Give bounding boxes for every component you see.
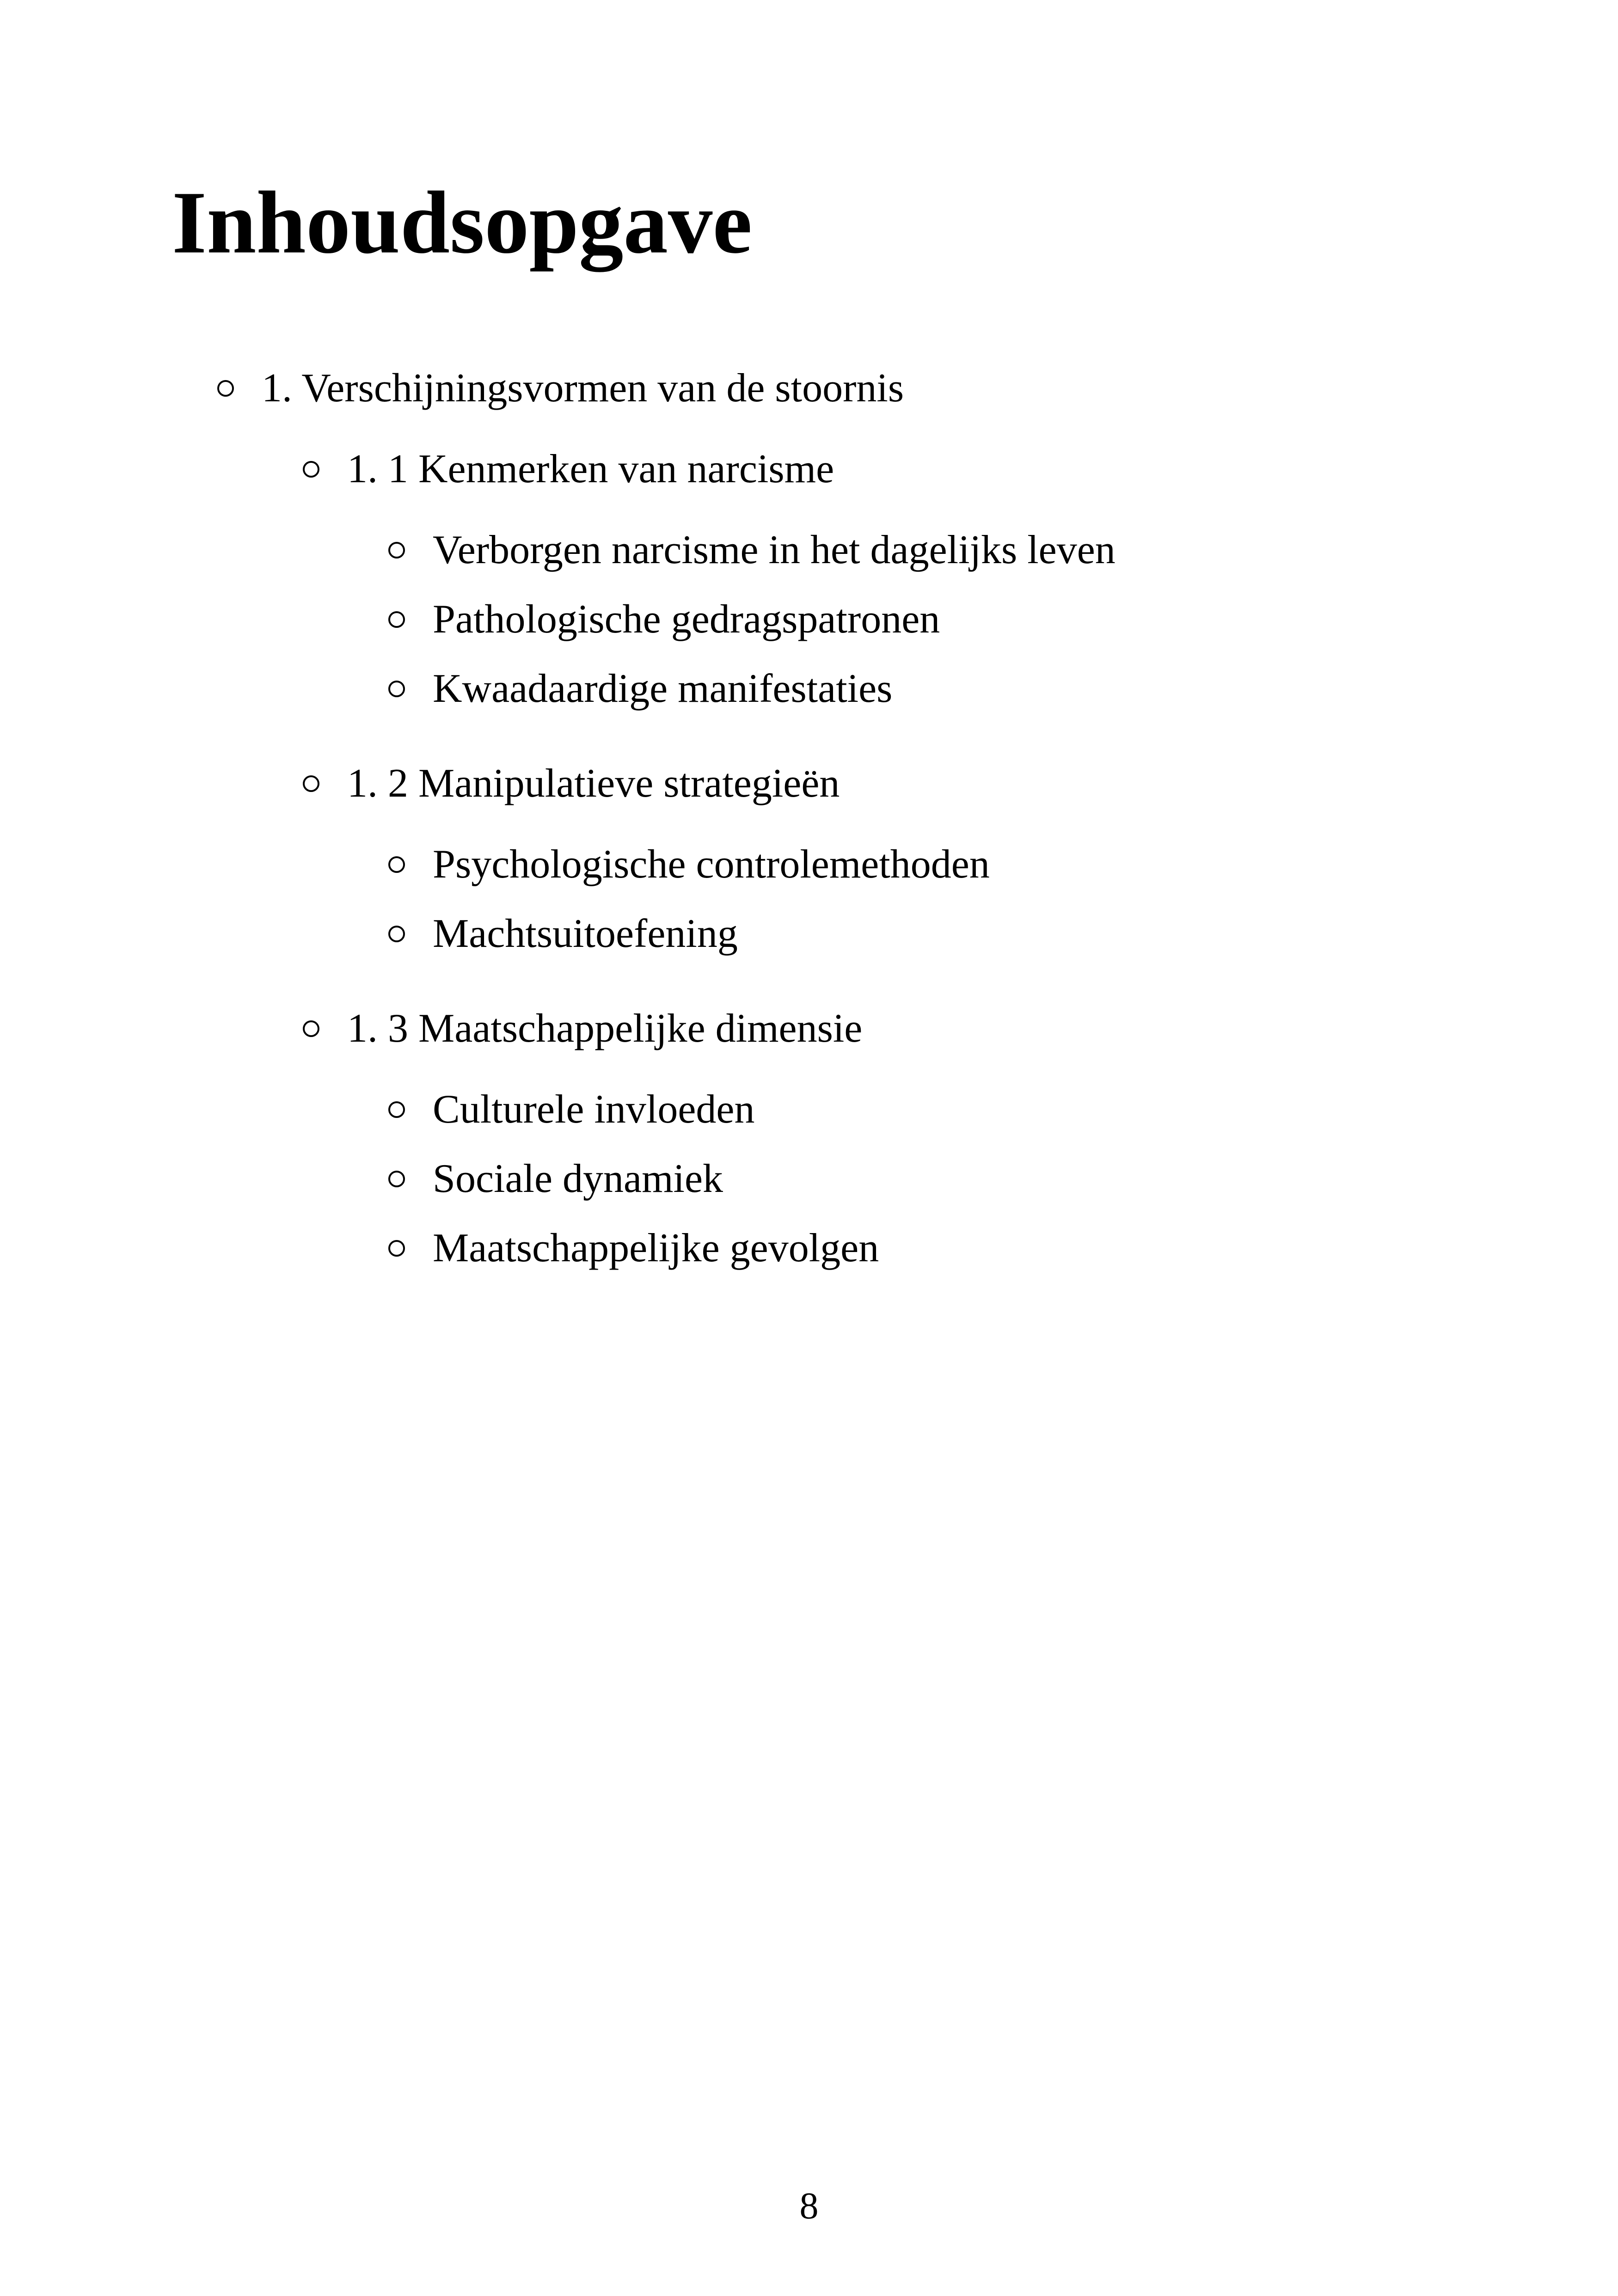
toc-entry-level-1: [303, 1001, 862, 1056]
hollow-circle-bullet-icon: [388, 926, 405, 942]
page-number: 8: [799, 2185, 819, 2227]
toc-entry-level-2: [388, 1082, 754, 1137]
toc-entry-label: 1. 1 Kenmerken van narcisme: [347, 447, 834, 491]
toc-entry-label: Kwaadaardige manifestaties: [433, 666, 893, 711]
toc-entry-label: Pathologische gedragspatronen: [433, 597, 940, 642]
hollow-circle-bullet-icon: [217, 380, 234, 397]
toc-entry-level-2: [388, 522, 1115, 578]
hollow-circle-bullet-icon: [303, 775, 319, 792]
toc-entry-level-1: [303, 756, 840, 811]
toc-entry-level-0: [217, 361, 904, 416]
toc-entry-level-2: [388, 1221, 879, 1276]
hollow-circle-bullet-icon: [388, 1171, 405, 1187]
toc-entry-level-1: [303, 442, 834, 497]
toc-entry-label: Culturele invloeden: [433, 1087, 755, 1132]
toc-entry-level-2: [388, 592, 940, 647]
toc-entry-level-2: [388, 906, 738, 962]
toc-entry-label: 1. Verschijningsvormen van de stoornis: [262, 366, 904, 411]
toc-entry-label: 1. 3 Maatschappelijke dimensie: [347, 1006, 863, 1051]
toc-entry-level-2: [388, 661, 892, 717]
toc-entry-label: Verborgen narcisme in het dagelijks leven: [433, 528, 1115, 572]
toc-entry-label: Sociale dynamiek: [433, 1156, 723, 1201]
hollow-circle-bullet-icon: [388, 611, 405, 628]
toc-entry-label: 1. 2 Manipulatieve strategieën: [347, 761, 840, 806]
hollow-circle-bullet-icon: [303, 1020, 319, 1037]
hollow-circle-bullet-icon: [388, 1240, 405, 1257]
toc-entry-label: Maatschappelijke gevolgen: [433, 1226, 879, 1271]
page-title: Inhoudsopgave: [172, 173, 753, 272]
hollow-circle-bullet-icon: [388, 1101, 405, 1118]
hollow-circle-bullet-icon: [303, 461, 319, 478]
toc-entry-level-2: [388, 1151, 723, 1207]
toc-entry-label: Psychologische controlemethoden: [433, 842, 990, 887]
hollow-circle-bullet-icon: [388, 542, 405, 559]
hollow-circle-bullet-icon: [388, 681, 405, 697]
toc-entry-level-2: [388, 837, 990, 892]
toc-entry-label: Machtsuitoefening: [433, 911, 738, 956]
hollow-circle-bullet-icon: [388, 856, 405, 873]
